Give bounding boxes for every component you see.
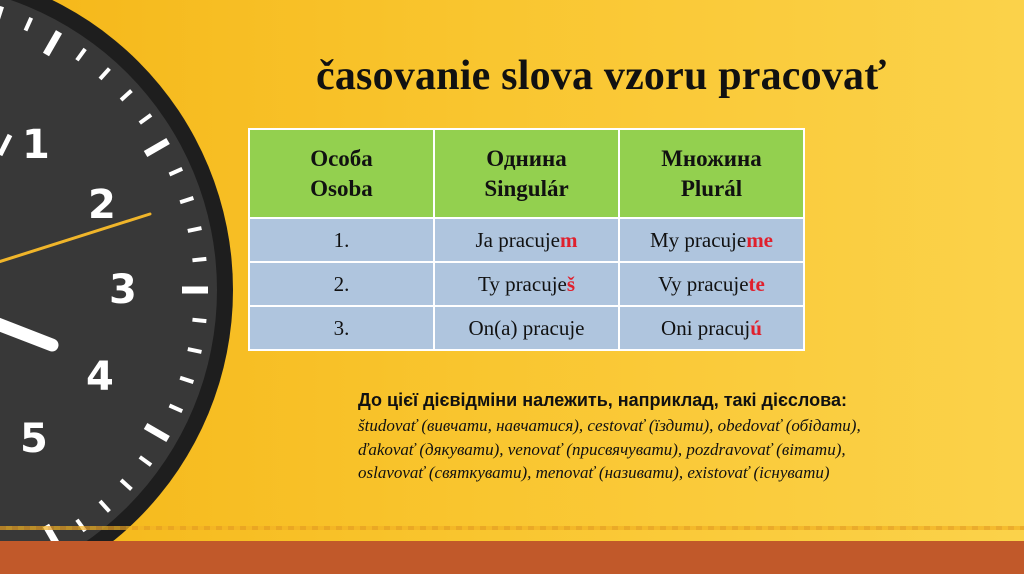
clock-minute-tick	[188, 349, 202, 352]
cell-singular	[434, 306, 619, 350]
clock-minute-tick	[192, 320, 206, 321]
footer-band	[0, 541, 1024, 574]
header-singular-uk: Однина	[486, 145, 567, 171]
cell-person: 1.	[249, 218, 434, 262]
header-plural	[619, 129, 804, 218]
slide-title: časovanie slova vzoru pracovať	[316, 53, 887, 99]
singular-stem: On(a) pracuje	[468, 315, 585, 340]
cell-plural	[619, 306, 804, 350]
singular-ending: m	[560, 227, 578, 252]
note-line: oslavovať (святкувати), menovať (називати), existovať (існувати)	[358, 463, 830, 482]
table-row	[249, 218, 804, 262]
plural-ending: me	[746, 227, 774, 252]
clock-numeral-3: 3	[109, 267, 137, 313]
plural-stem: Oni pracuj	[661, 315, 751, 340]
clock-illustration	[0, 0, 260, 574]
clock-numeral-5: 5	[20, 416, 48, 462]
plural-ending: ú	[750, 315, 762, 340]
conjugation-table	[248, 128, 805, 351]
singular-ending: š	[566, 271, 576, 296]
clock-minute-tick	[192, 259, 206, 260]
cell-plural	[619, 218, 804, 262]
decorative-stripe	[0, 526, 1024, 530]
header-plural-uk: Множина	[661, 145, 762, 171]
verbs-note	[358, 390, 998, 485]
clock-numeral-1: 1	[22, 122, 50, 168]
cell-plural	[619, 262, 804, 306]
cell-person: 2.	[249, 262, 434, 306]
cell-singular	[434, 218, 619, 262]
note-heading: До цієї дієвідміни належить, наприклад, такі дієслова:	[358, 390, 847, 410]
singular-stem: Ja pracuje	[475, 227, 561, 252]
note-line: študovať (вивчати, навчатися), cestovať (їздити), obedovať (обідати),	[358, 416, 861, 435]
plural-stem: My pracuje	[649, 227, 747, 252]
plural-ending: te	[748, 271, 765, 296]
header-singular-sk: Singulár	[484, 175, 569, 201]
cell-singular	[434, 262, 619, 306]
header-plural-sk: Plurál	[680, 175, 743, 201]
header-person-uk: Особа	[310, 145, 373, 171]
header-person	[249, 129, 434, 218]
note-examples	[358, 414, 998, 485]
singular-stem: Ty pracuje	[477, 271, 567, 296]
plural-stem: Vy pracuje	[658, 271, 749, 296]
note-line: ďakovať (дякувати), venovať (присвячувати), pozdravovať (вітати),	[358, 439, 846, 459]
table-row	[249, 262, 804, 306]
clock-numeral-4: 4	[86, 354, 114, 400]
clock-numeral-2: 2	[88, 182, 116, 228]
table-row	[249, 306, 804, 350]
clock-minute-tick	[188, 228, 202, 231]
header-singular	[434, 129, 619, 218]
cell-person: 3.	[249, 306, 434, 350]
header-person-sk: Osoba	[310, 175, 373, 201]
table-header-row	[249, 129, 804, 218]
